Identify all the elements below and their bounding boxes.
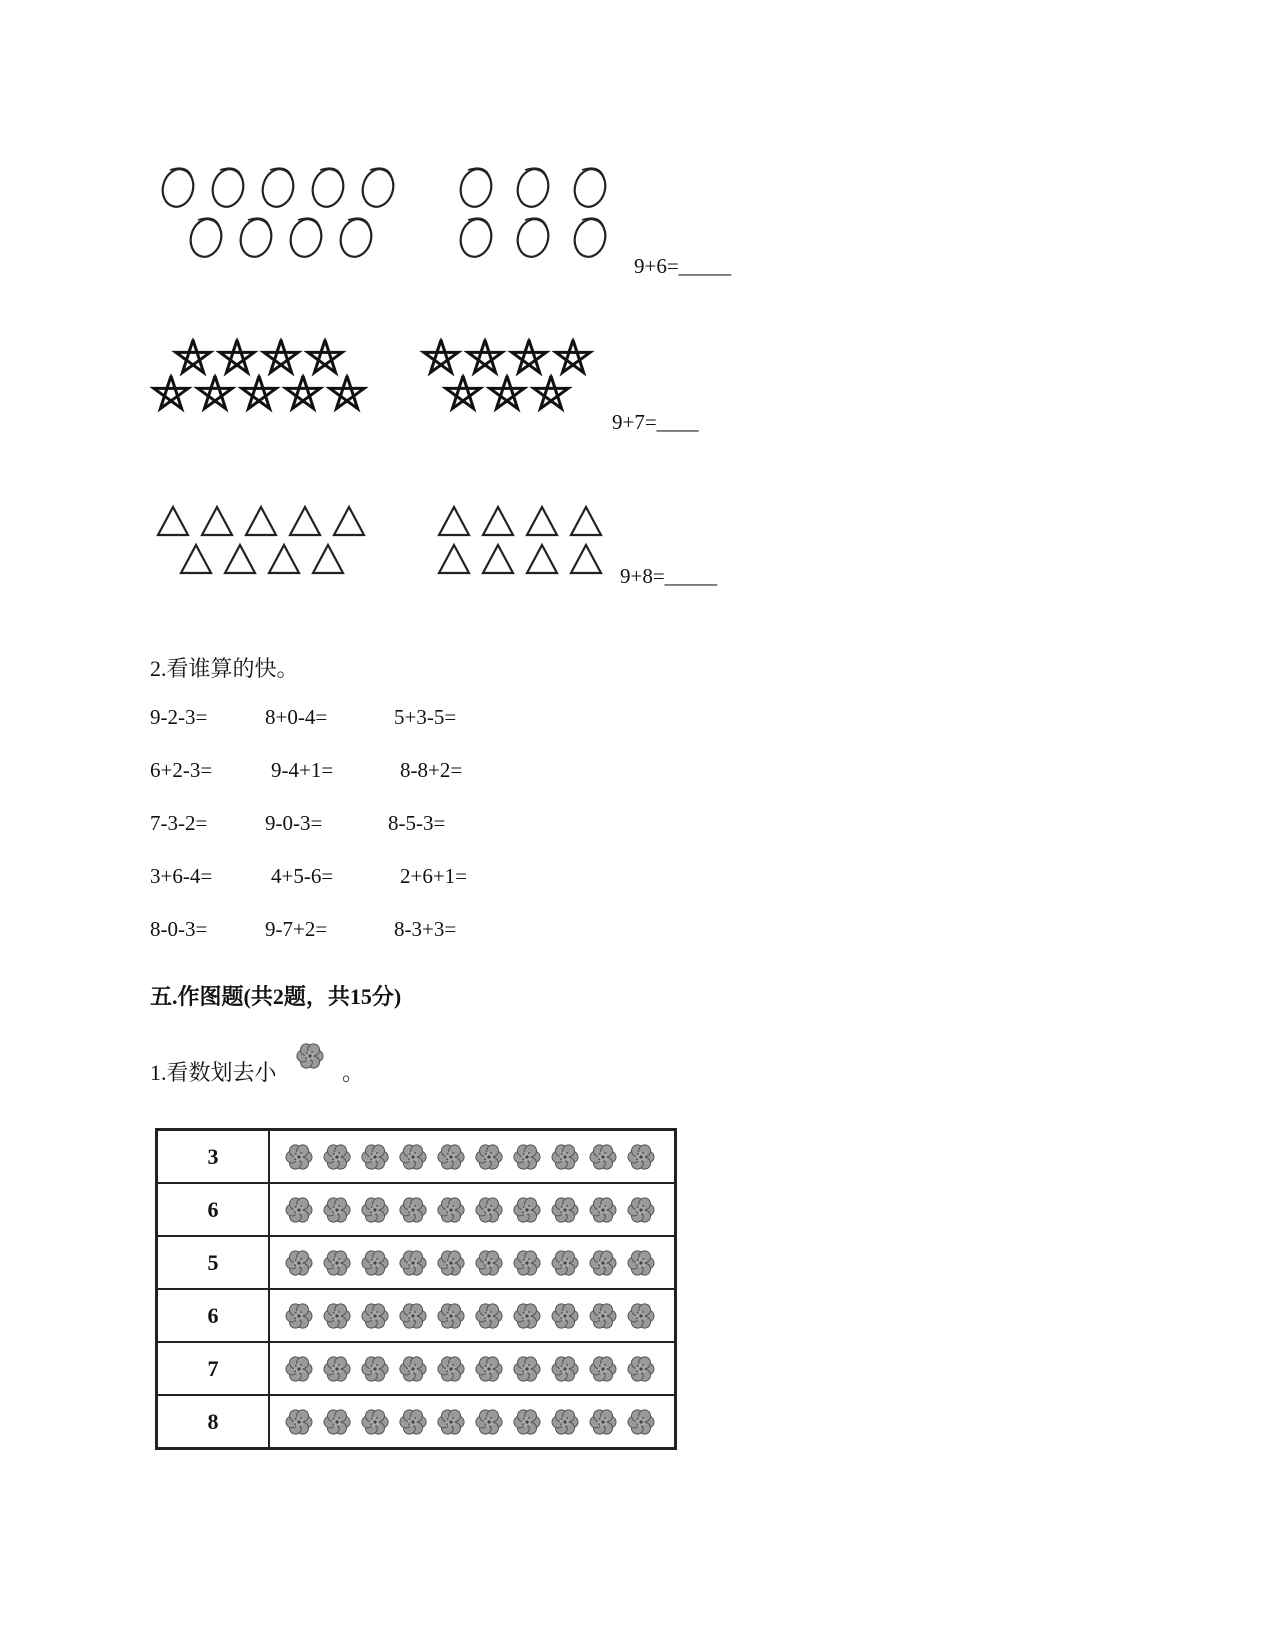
- flower-cell[interactable]: [269, 1183, 676, 1236]
- flower-icon: [628, 1144, 654, 1168]
- star-icon: [308, 340, 342, 373]
- star-icon: [424, 340, 458, 373]
- flower-table: [155, 1128, 677, 1450]
- table-row: [157, 1342, 676, 1395]
- flower-cell[interactable]: [269, 1130, 676, 1184]
- triangle-icon: [158, 507, 188, 535]
- flower-icon: [286, 1144, 312, 1168]
- calc-item: 7-3-2=: [150, 811, 208, 835]
- flower-icon: [362, 1197, 388, 1221]
- circle-icon: [159, 166, 198, 210]
- star-group-left: [155, 340, 375, 420]
- circle-icon: [571, 216, 610, 260]
- flower-icon: [324, 1409, 350, 1433]
- triangle-group-left: [155, 505, 375, 585]
- flower-icon: [362, 1250, 388, 1274]
- triangle-icon: [334, 507, 364, 535]
- q1-text: 1.看数划去小: [150, 1060, 277, 1085]
- calc-item: 9-0-3=: [265, 811, 323, 835]
- calc-item: 9-2-3=: [150, 705, 208, 729]
- table-row: [157, 1130, 676, 1184]
- circle-group-left: [160, 168, 400, 268]
- flower-icon: [438, 1197, 464, 1221]
- triangle-icon: [202, 507, 232, 535]
- calc-item: 9-7+2=: [265, 917, 328, 941]
- table-row: [157, 1395, 676, 1449]
- flower-cell[interactable]: [269, 1289, 676, 1342]
- flower-icon: [552, 1356, 578, 1380]
- triangle-group-right: [434, 505, 614, 585]
- flower-icon: [438, 1250, 464, 1274]
- flower-icon: [590, 1303, 616, 1327]
- table-row: [157, 1183, 676, 1236]
- flower-icon: [476, 1197, 502, 1221]
- flower-icon: [590, 1356, 616, 1380]
- flower-icon: [628, 1303, 654, 1327]
- flower-row: [274, 1190, 674, 1230]
- section5-title: 五.作图题(共2题，共15分): [150, 984, 402, 1009]
- flower-icon: [438, 1144, 464, 1168]
- flower-icon: [362, 1303, 388, 1327]
- circle-icon: [209, 166, 248, 210]
- star-icon: [556, 340, 590, 373]
- table-row: [157, 1236, 676, 1289]
- calc-item: 8+0-4=: [265, 705, 328, 729]
- triangle-icon: [571, 507, 601, 535]
- flower-icon: [514, 1197, 540, 1221]
- flower-icon: [438, 1409, 464, 1433]
- flower-icon: [476, 1409, 502, 1433]
- star-icon: [330, 376, 364, 409]
- flower-icon: [590, 1197, 616, 1221]
- calc-item: 5+3-5=: [394, 705, 457, 729]
- flower-icon: [400, 1250, 426, 1274]
- flower-row: [274, 1349, 674, 1389]
- flower-icon: [286, 1356, 312, 1380]
- calc-item: 8-0-3=: [150, 917, 208, 941]
- flower-icon: [324, 1144, 350, 1168]
- row-number: 3: [157, 1130, 270, 1184]
- flower-icon: [324, 1197, 350, 1221]
- flower-icon: [362, 1144, 388, 1168]
- flower-icon: [438, 1356, 464, 1380]
- calc-item: 6+2-3=: [150, 758, 213, 782]
- flower-icon: [628, 1356, 654, 1380]
- triangle-icon: [313, 545, 343, 573]
- flower-icon: [362, 1409, 388, 1433]
- triangle-icon: [181, 545, 211, 573]
- flower-icon: [400, 1144, 426, 1168]
- flower-icon: [324, 1303, 350, 1327]
- flower-icon: [297, 1044, 323, 1068]
- flower-icon: [628, 1250, 654, 1274]
- triangle-icon: [225, 545, 255, 573]
- circle-icon: [237, 216, 276, 260]
- flower-icon: [438, 1303, 464, 1327]
- circle-icon: [187, 216, 226, 260]
- flower-icon: [286, 1250, 312, 1274]
- row-number: 6: [157, 1183, 270, 1236]
- star-icon: [468, 340, 502, 373]
- flower-icon: [400, 1409, 426, 1433]
- q1-label: [150, 1056, 277, 1087]
- star-icon: [264, 340, 298, 373]
- circle-icon: [259, 166, 298, 210]
- star-icon: [176, 340, 210, 373]
- star-icon: [242, 376, 276, 409]
- circle-group-right: [458, 168, 618, 268]
- flower-icon: [628, 1197, 654, 1221]
- flower-cell[interactable]: [269, 1342, 676, 1395]
- circle-icon: [309, 166, 348, 210]
- flower-icon: [552, 1250, 578, 1274]
- triangle-icon: [483, 545, 513, 573]
- flower-icon: [476, 1356, 502, 1380]
- equation-3: 9+8=_____: [620, 564, 718, 588]
- flower-icon: [324, 1250, 350, 1274]
- flower-icon: [552, 1144, 578, 1168]
- triangle-icon: [290, 507, 320, 535]
- triangle-icon: [246, 507, 276, 535]
- flower-row: [274, 1137, 674, 1177]
- flower-icon: [590, 1144, 616, 1168]
- circle-icon: [457, 166, 496, 210]
- flower-icon: [476, 1144, 502, 1168]
- star-icon: [198, 376, 232, 409]
- flower-icon: [514, 1250, 540, 1274]
- triangle-icon: [269, 545, 299, 573]
- row-number: 5: [157, 1236, 270, 1289]
- calc-item: 8-5-3=: [388, 811, 446, 835]
- triangle-icon: [483, 507, 513, 535]
- flower-icon: [476, 1303, 502, 1327]
- calc-item: 3+6-4=: [150, 864, 213, 888]
- circle-icon: [337, 216, 376, 260]
- flower-icon: [628, 1409, 654, 1433]
- star-icon: [490, 376, 524, 409]
- row-number: 6: [157, 1289, 270, 1342]
- table-row: [157, 1289, 676, 1342]
- flower-icon: [286, 1303, 312, 1327]
- circle-icon: [457, 216, 496, 260]
- calc-item: 2+6+1=: [400, 864, 468, 888]
- circle-icon: [514, 166, 553, 210]
- star-icon: [220, 340, 254, 373]
- flower-icon: [590, 1250, 616, 1274]
- flower-cell[interactable]: [269, 1395, 676, 1449]
- q1-end: 。: [342, 1060, 365, 1085]
- triangle-icon: [527, 545, 557, 573]
- flower-icon: [400, 1303, 426, 1327]
- circle-icon: [571, 166, 610, 210]
- calc-item: 8-8+2=: [400, 758, 463, 782]
- calc-item: 9-4+1=: [271, 758, 334, 782]
- flower-icon: [552, 1303, 578, 1327]
- circle-icon: [287, 216, 326, 260]
- row-number: 7: [157, 1342, 270, 1395]
- star-icon: [154, 376, 188, 409]
- flower-icon: [400, 1197, 426, 1221]
- star-icon: [534, 376, 568, 409]
- row-number: 8: [157, 1395, 270, 1449]
- triangle-icon: [527, 507, 557, 535]
- flower-icon: [286, 1197, 312, 1221]
- flower-cell[interactable]: [269, 1236, 676, 1289]
- star-icon: [512, 340, 546, 373]
- flower-icon: [362, 1356, 388, 1380]
- flower-icon: [514, 1144, 540, 1168]
- star-icon: [286, 376, 320, 409]
- flower-row: [274, 1402, 674, 1442]
- flower-icon: [292, 1040, 328, 1077]
- flower-icon: [476, 1250, 502, 1274]
- equation-2: 9+7=____: [612, 410, 699, 434]
- flower-icon: [552, 1409, 578, 1433]
- flower-row: [274, 1243, 674, 1283]
- equation-1: 9+6=_____: [634, 254, 732, 278]
- flower-icon: [324, 1356, 350, 1380]
- flower-icon: [552, 1197, 578, 1221]
- circle-icon: [359, 166, 398, 210]
- star-group-right: [425, 340, 605, 420]
- triangle-icon: [439, 545, 469, 573]
- circle-icon: [514, 216, 553, 260]
- flower-icon: [286, 1409, 312, 1433]
- flower-icon: [590, 1409, 616, 1433]
- section2-title: 2.看谁算的快。: [150, 656, 299, 681]
- triangle-icon: [571, 545, 601, 573]
- flower-row: [274, 1296, 674, 1336]
- calc-item: 4+5-6=: [271, 864, 334, 888]
- triangle-icon: [439, 507, 469, 535]
- flower-icon: [514, 1303, 540, 1327]
- flower-icon: [514, 1409, 540, 1433]
- flower-icon: [514, 1356, 540, 1380]
- calc-item: 8-3+3=: [394, 917, 457, 941]
- flower-icon: [400, 1356, 426, 1380]
- star-icon: [446, 376, 480, 409]
